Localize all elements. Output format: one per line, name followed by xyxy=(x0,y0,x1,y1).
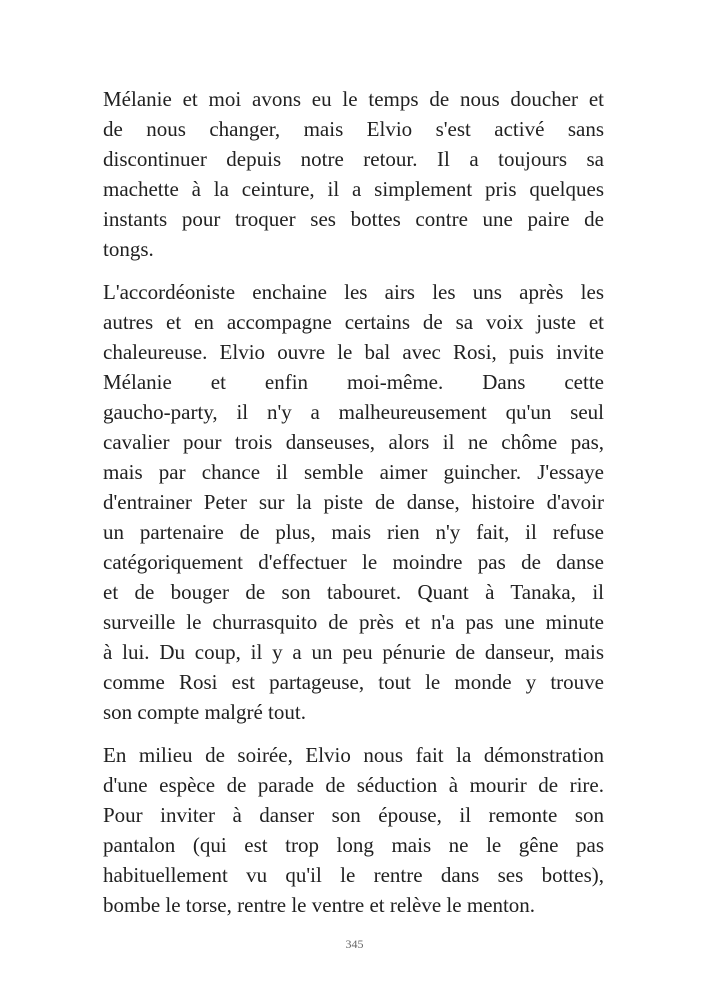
text-line: d'une espèce de parade de séduction à mourir de rire. xyxy=(103,773,604,797)
text-line: de nous changer, mais Elvio s'est activé sans xyxy=(103,117,604,141)
text-line: En milieu de soirée, Elvio nous fait la démonstration xyxy=(103,743,604,767)
text-line: surveille le churrasquito de près et n'a pas une minute xyxy=(103,610,604,634)
text-line: comme Rosi est partageuse, tout le monde y trouve xyxy=(103,670,604,694)
text-line: d'entrainer Peter sur la piste de danse, histoire d'avoir xyxy=(103,490,604,514)
text-line: machette à la ceinture, il a simplement pris quelques xyxy=(103,177,604,201)
text-line: chaleureuse. Elvio ouvre le bal avec Rosi, puis invite xyxy=(103,340,604,364)
text-line: catégoriquement d'effectuer le moindre pas de danse xyxy=(103,550,604,574)
paragraph xyxy=(103,740,604,920)
text-line: pantalon (qui est trop long mais ne le gêne pas xyxy=(103,833,604,857)
text-line: un partenaire de plus, mais rien n'y fait, il refuse xyxy=(103,520,604,544)
text-line: Mélanie et moi avons eu le temps de nous doucher et xyxy=(103,87,604,111)
text-line: bombe le torse, rentre le ventre et relève le menton. xyxy=(103,893,536,917)
text-line: et de bouger de son tabouret. Quant à Tanaka, il xyxy=(103,580,604,604)
text-line: cavalier pour trois danseuses, alors il ne chôme pas, xyxy=(103,430,604,454)
text-line: gaucho-party, il n'y a malheureusement qu'un seul xyxy=(103,400,604,424)
text-block xyxy=(103,84,604,933)
text-line: discontinuer depuis notre retour. Il a toujours sa xyxy=(103,147,604,171)
text-line: autres et en accompagne certains de sa voix juste et xyxy=(103,310,604,334)
page-number: 345 xyxy=(345,937,364,951)
text-line: mais par chance il semble aimer guincher. J'essaye xyxy=(103,460,604,484)
text-line: instants pour troquer ses bottes contre une paire de xyxy=(103,207,604,231)
paragraph xyxy=(103,277,604,727)
text-line: habituellement vu qu'il le rentre dans ses bottes), xyxy=(103,863,604,887)
text-line: tongs. xyxy=(103,237,154,261)
text-line: Pour inviter à danser son épouse, il remonte son xyxy=(103,803,604,827)
text-line: à lui. Du coup, il y a un peu pénurie de danseur, mais xyxy=(103,640,604,664)
text-line: Mélanie et enfin moi-même. Dans cette xyxy=(103,370,604,394)
text-line: son compte malgré tout. xyxy=(103,700,306,724)
text-line: L'accordéoniste enchaine les airs les uns après les xyxy=(103,280,604,304)
paragraph xyxy=(103,84,604,264)
